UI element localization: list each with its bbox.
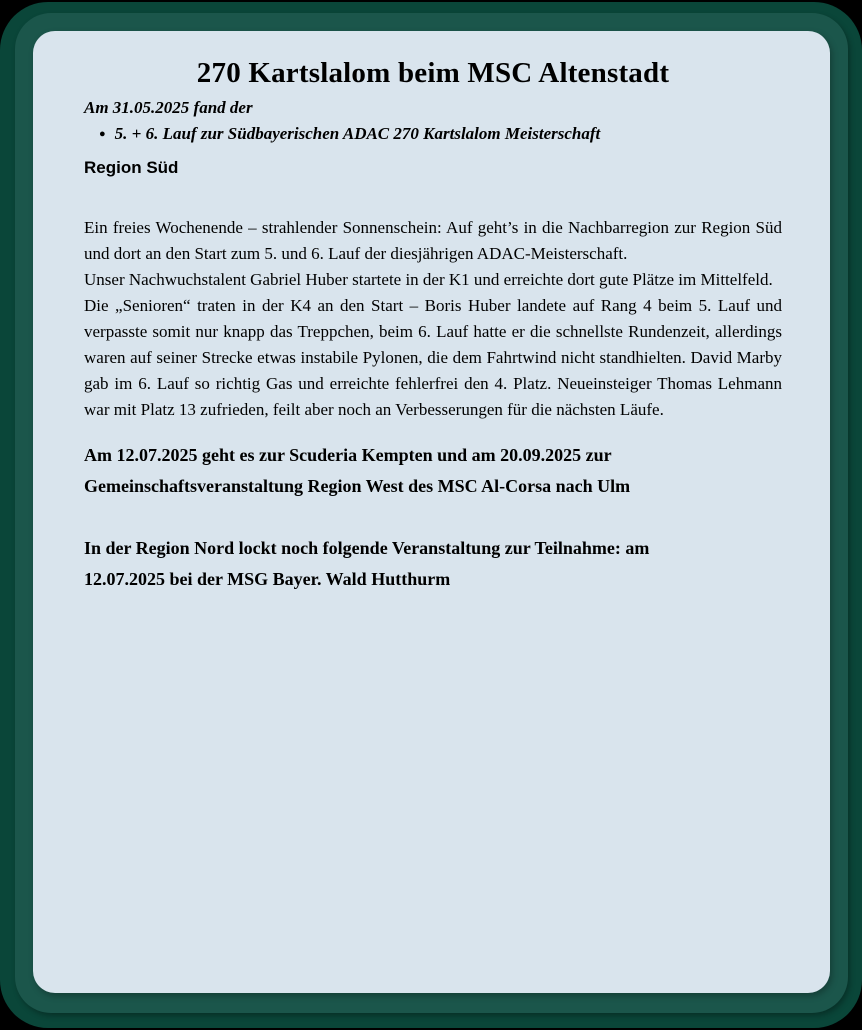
bullet-icon: ● bbox=[99, 128, 106, 140]
region-label: Region Süd bbox=[84, 158, 179, 177]
document-frame-inner bbox=[15, 13, 848, 1013]
announcement-south-line-1: Am 12.07.2025 geht es zur Scuderia Kempten und am 20.09.2025 zur bbox=[84, 445, 612, 465]
document-frame-outer bbox=[0, 2, 862, 1028]
page-title: 270 Kartslalom beim MSC Altenstadt bbox=[196, 57, 670, 89]
announcement-north-line-2: 12.07.2025 bei der MSG Bayer. Wald Hutthurm bbox=[84, 569, 451, 589]
announcement-south-line-2: Gemeinschaftsveranstaltung Region West des MSC Al-Corsa nach Ulm bbox=[84, 476, 631, 496]
document-page bbox=[33, 31, 830, 993]
intro-bullet-text: 5. + 6. Lauf zur Südbayerischen ADAC 270 Kartslalom Meisterschaft bbox=[114, 124, 601, 143]
intro-lead: Am 31.05.2025 fand der bbox=[84, 98, 253, 117]
report-paragraph-weekend: Ein freies Wochenende – strahlender Sonnenschein: Auf geht’s in die Nachbarregion zur Region Süd und dort an den Start zum 5. und 6. Lauf der diesjährigen ADAC-Meisterschaft. bbox=[84, 218, 782, 263]
announcement-north bbox=[84, 533, 782, 595]
announcement-south bbox=[84, 440, 782, 502]
report-paragraph-k1: Unser Nachwuchstalent Gabriel Huber startete in der K1 und erreichte dort gute Plätze im Mittelfeld. bbox=[84, 270, 773, 289]
report-paragraph-k4: Die „Senioren“ traten in der K4 an den Start – Boris Huber landete auf Rang 4 beim 5. Lauf und verpasste somit nur knapp das Treppchen, beim 6. Lauf hatte er die schnellste Rundenzeit, allerdings waren auf seiner Strecke etwas instabile Pylonen, die dem Fahrtwind nicht standhielten. David Marby gab im 6. Lauf so richtig Gas und erreichte fehlerfrei den 4. Platz. Neueinsteiger Thomas Lehmann war mit Platz 13 zufrieden, feilt aber noch an Verbesserungen für die nächsten Läufe. bbox=[84, 296, 782, 419]
intro-bullet-item bbox=[84, 123, 782, 146]
report-body bbox=[84, 215, 782, 423]
announcement-north-line-1: In der Region Nord lockt noch folgende Veranstaltung zur Teilnahme: am bbox=[84, 538, 650, 558]
